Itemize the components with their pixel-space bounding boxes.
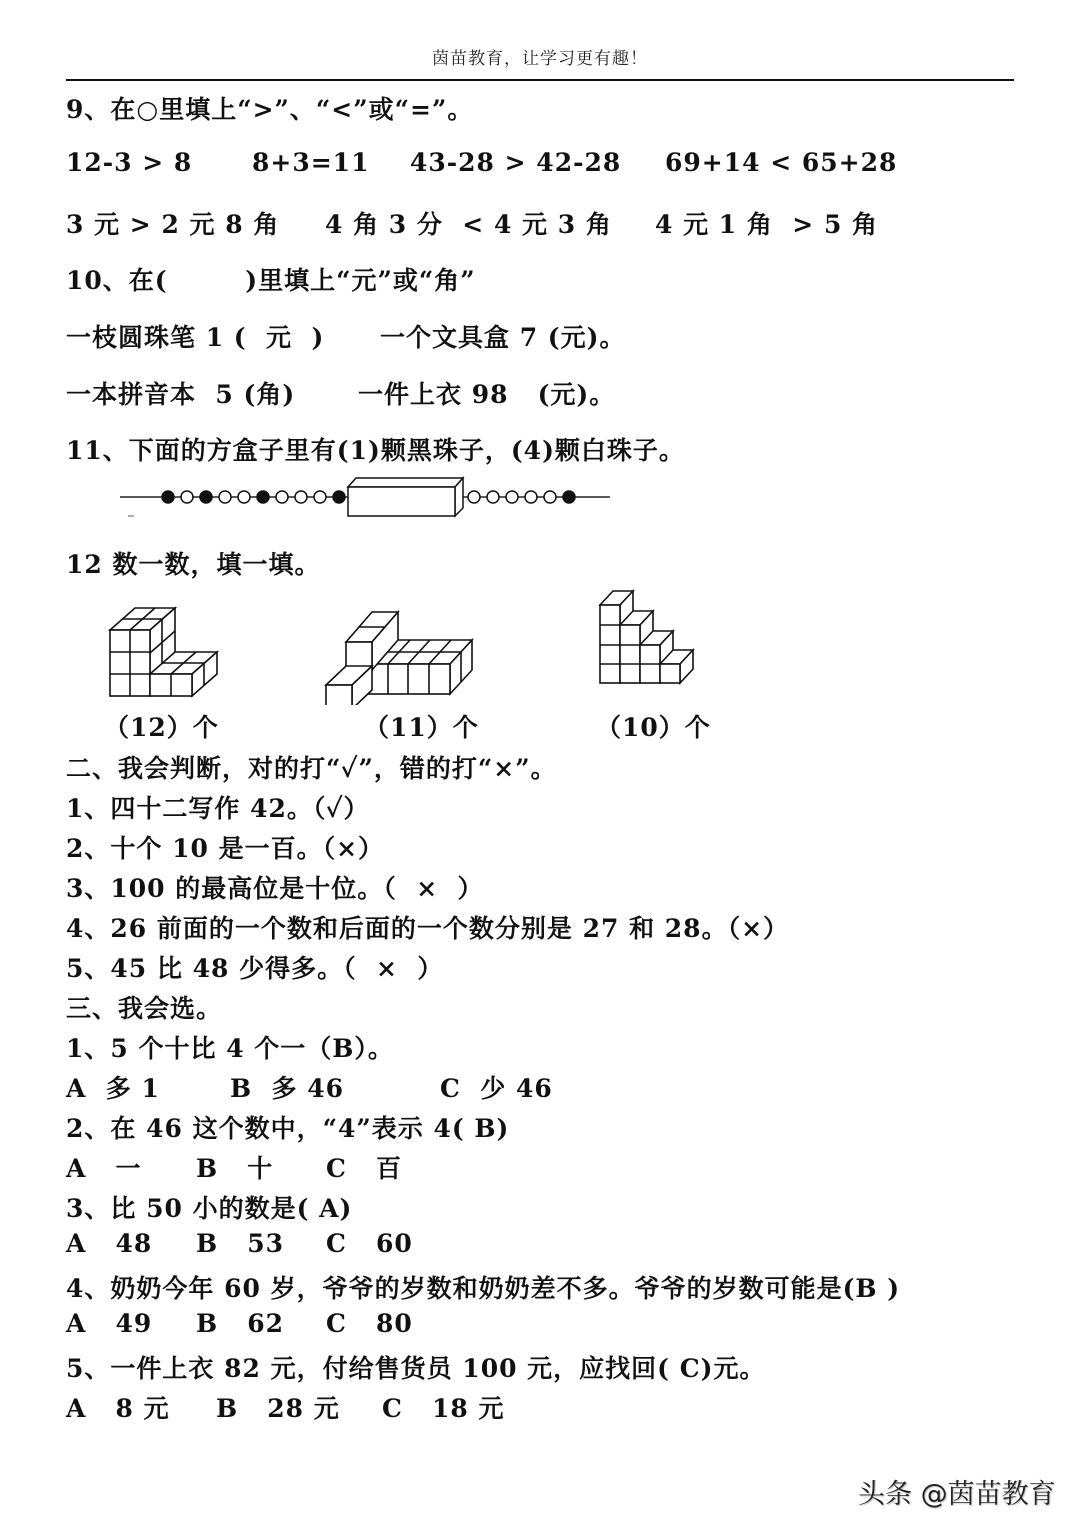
choice-question: 1、5 个十比 4 个一（B）。 [66, 1034, 394, 1063]
choice-option: C 80 [326, 1309, 413, 1338]
choice-option: C 百 [326, 1154, 403, 1183]
q12-answer: （10）个 [596, 713, 711, 742]
choice-option: B 多 46 [230, 1074, 345, 1103]
judge-item: 3、100 的最高位是十位。（ × ） [66, 874, 484, 903]
q10-item: 一个文具盒 7 (元)。 [380, 323, 626, 352]
choice-question: 3、比 50 小的数是( A) [66, 1194, 353, 1223]
q12-title: 12 数一数，填一填。 [66, 550, 321, 579]
choice-option: A 多 1 [66, 1074, 160, 1103]
choice-question: 4、奶奶今年 60 岁，爷爷的岁数和奶奶差不多。爷爷的岁数可能是(B ) [66, 1274, 901, 1303]
choice-option: A 8 元 [66, 1394, 170, 1423]
page-header: 茵苗教育，让学习更有趣！ [432, 49, 648, 69]
cube-figure-2 [320, 600, 480, 705]
q9-item: 8+3=11 [252, 148, 370, 177]
choice-question: 2、在 46 这个数中，“4”表示 4( B) [66, 1114, 510, 1143]
q9-item: 3 元 > 2 元 8 角 [66, 210, 280, 239]
q12-answer: （11）个 [364, 713, 479, 742]
choice-option: B 十 [196, 1154, 274, 1183]
bead-string-figure [118, 474, 613, 524]
header-rule [66, 79, 1014, 81]
q10-title: 10、在( )里填上“元”或“角” [66, 266, 476, 295]
choice-option: B 62 [196, 1309, 285, 1338]
choice-option: B 53 [196, 1229, 285, 1258]
choice-option: C 少 46 [440, 1074, 553, 1103]
choice-option: A 48 [66, 1229, 153, 1258]
q12-answer: （12）个 [104, 713, 219, 742]
judge-item: 4、26 前面的一个数和后面的一个数分别是 27 和 28。（×） [66, 914, 790, 943]
choice-option: C 18 元 [382, 1394, 505, 1423]
q10-item: 一本拼音本 5 (角) [66, 380, 296, 409]
section2-title: 二、我会判断，对的打“✓”，错的打“×”。 [66, 754, 557, 783]
q9-item: 43-28 > 42-28 [410, 148, 622, 177]
section3-title: 三、我会选。 [66, 994, 223, 1023]
q9-item: 4 元 1 角 > 5 角 [655, 210, 879, 239]
q10-item: 一件上衣 98 (元)。 [358, 380, 616, 409]
q9-item: 4 角 3 分 < 4 元 3 角 [325, 210, 612, 239]
q9-item: 69+14 < 65+28 [665, 148, 898, 177]
judge-item: 1、四十二写作 42。（✓） [66, 794, 370, 823]
cube-figure-3 [595, 585, 700, 685]
choice-option: A 一 [66, 1154, 142, 1183]
choice-option: A 49 [66, 1309, 153, 1338]
watermark: 头条 @茵苗教育 [858, 1479, 1056, 1510]
judge-item: 2、十个 10 是一百。（×） [66, 834, 385, 863]
choice-option: C 60 [326, 1229, 413, 1258]
q11-title: 11、下面的方盒子里有(1)颗黑珠子，(4)颗白珠子。 [66, 436, 685, 465]
choice-option: B 28 元 [216, 1394, 340, 1423]
cube-figure-1 [100, 605, 225, 700]
q10-item: 一枝圆珠笔 1 ( 元 ) [66, 323, 325, 352]
choice-question: 5、一件上衣 82 元，付给售货员 100 元，应找回( C)元。 [66, 1354, 766, 1383]
q9-item: 12-3 > 8 [66, 148, 193, 177]
q9-title: 9、在○里填上“>”、“<”或“=”。 [66, 95, 474, 124]
judge-item: 5、45 比 48 少得多。（ × ） [66, 954, 444, 983]
